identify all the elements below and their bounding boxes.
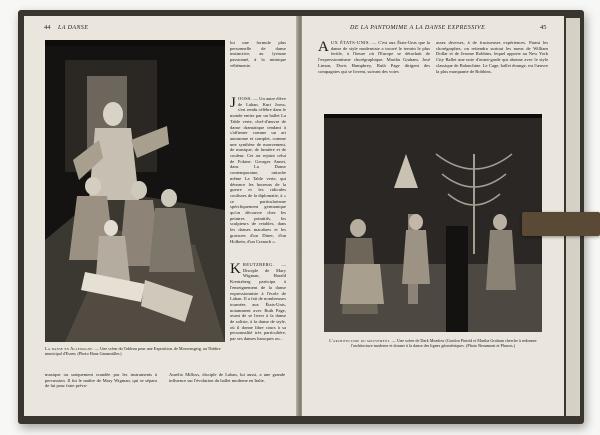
open-magazine [18, 10, 584, 424]
dark-meadow-image [324, 114, 542, 332]
jooss-dropcap: J [230, 95, 236, 111]
right-page-number: 45 [540, 24, 547, 31]
us-dropcap: A [318, 39, 329, 55]
right-running-head: DE LA PANTOMIME A LA DANSE EXPRESSIVE [350, 25, 486, 31]
bottom-right-text: Aurelio Milloss, disciple de Laban, lui aussi, a une grande influence sur l'évolution du ballet moderne en Italie. [169, 372, 285, 383]
kreutzberg-lead: REUTZBERG. [242, 262, 275, 267]
right-photo-caption [324, 338, 542, 348]
left-photo-caption [45, 346, 227, 356]
jooss-text: — Un autre élève de Laban, Kurt Jooss, s'est rendu célèbre dans le monde entier par un ballet La Table verte, chef-d'œuvre de danse dramatique tendant à s'affirmer comme un art autonome et complet, comme une synthèse de mouvement, de musique, de lumière et de couleur. Cet art rejoint celui de Fokine. Georges Annet, dans La Danse contemporaine, rattache même La Table verte, qui dénonce les horreurs de la guerre et les ridicules coulisses de la diplomatie, à « ce particularisme spécifiquement germanique qu'on découvre chez les peintres primitifs, les sculpteurs de retables, dans les danses macabres et les gravures d'un Dürer, d'un Holbein, d'un Cranach ». [230, 96, 286, 244]
left-running-head: LA DANSE [58, 25, 89, 31]
dance-scene-image [45, 40, 225, 342]
us-text: — C'est aux États-Unis que la danse de style moderniste a trouvé le terrain le plus fertile, à l'heure où l'Europe se détachait de l'expressionnisme chorégraphique. Martha Graham, José Limon, Doris Humphrey, Ruth Page dirigent des compagnies qui se livrent, suivant des voies [318, 40, 431, 74]
left-photo [45, 40, 225, 342]
intro-column: lui une formule plus personnelle de danse instinctive, au lyrisme passionné, à la mimique véhémente. [230, 40, 286, 68]
bookmark-tab [522, 212, 600, 236]
bottom-left-text: musique ou uniquement scandée par les instruments à percussion. Il fut le maître de Mary Wigman, qui se sépara de lui pour faire préva- [45, 372, 157, 389]
left-page-number: 44 [44, 24, 51, 31]
left-caption-text: — Une scène du Tableau pour une Exposition, de Mossensgeig, au Théâtre municipal d'Essen. (Photo Hanz Ganzmüller.) [45, 346, 221, 357]
us-column-2: assez diverses, à de fructueuses expériences. Parmi les chorégraphes, on retiendra surtout les noms de William Dollar et de Jerome Robbins, lequel apporte au New York City Ballet une note d'avant-garde qui abonne avec le style classique de Balanchine. Le Cage, ballet étrange, est l'œuvre la plus marquante de Robbins. [436, 40, 548, 74]
kreutzberg-dropcap: K [230, 261, 241, 277]
us-section [318, 40, 430, 74]
left-page [24, 16, 298, 416]
us-lead: UX ÉTATS-UNIS. [330, 40, 371, 45]
kreutzberg-section [230, 262, 286, 342]
kreutzberg-text: — Disciple de Mary Wigman, Harald Kreutzberg participa à l'enseignement de la danse expressionniste à l'école de Laban. Il a fait de nombreuses tournées aux États-Unis, notamment avec Ruth Page, avant de se livrer à la danse de soliste, à la danse de style, où il donne libre cours à sa personnalité très particulière, par ses danses baroques ou... [230, 262, 286, 342]
right-caption-text: — Une scène de Dark Meadow (Gordon Pintrid et Martha Graham cherche à redonner l'architecture moderne et donner à la danse des lignes géométriques. (Photo Beaumont et Phaxos.) [350, 338, 537, 349]
jooss-section [230, 96, 286, 244]
right-photo [324, 114, 542, 332]
left-caption-title: La danse en Allemagne. [45, 346, 94, 351]
right-caption-title: L'architecture du mouvement. [329, 338, 391, 343]
jooss-lead: OOSS. [237, 96, 253, 101]
